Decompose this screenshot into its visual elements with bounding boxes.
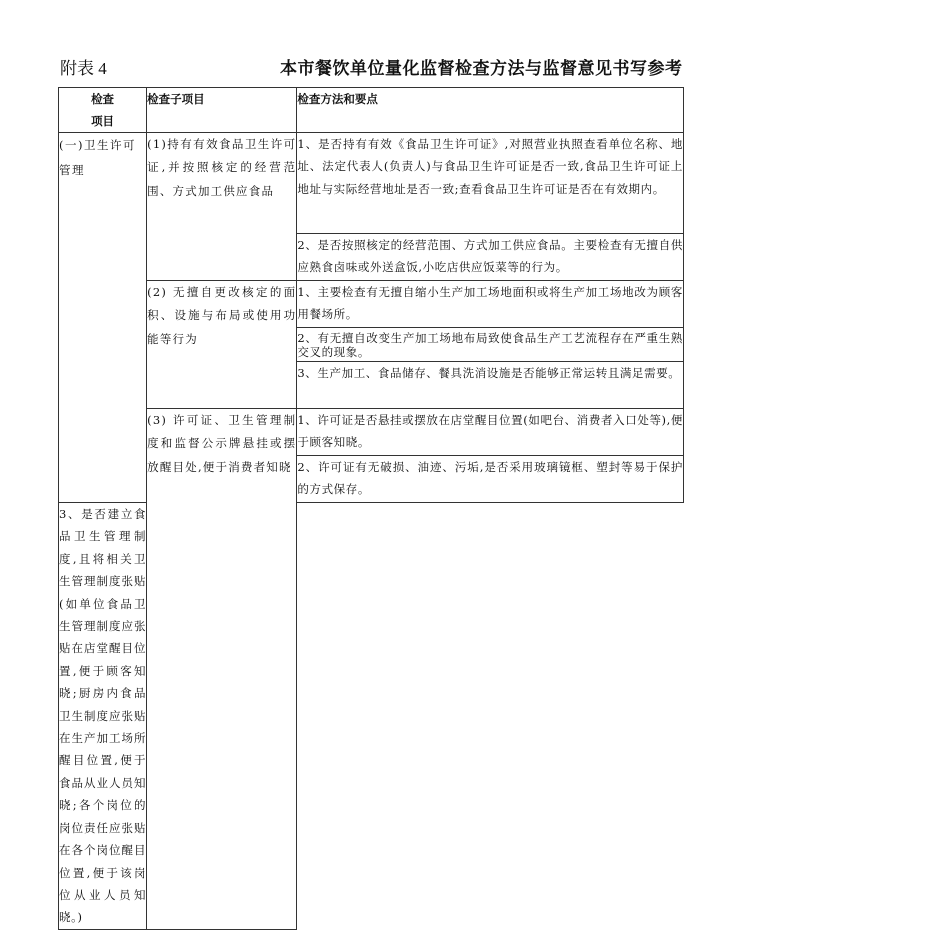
document-title: 本市餐饮单位量化监督检查方法与监督意见书写参考 (280, 59, 683, 79)
header-category (59, 88, 147, 133)
table-row (59, 281, 684, 328)
table-row (59, 133, 684, 234)
method-point: 1、主要检查有无擅自缩小生产加工场地面积或将生产加工场地改为顾客用餐场所。 (297, 281, 684, 328)
method-point: 2、有无擅自改变生产加工场地布局致使食品生产工艺流程存在严重生熟交叉的现象。 (297, 328, 684, 362)
category-cell: (一)卫生许可管理 (59, 133, 147, 503)
header-category-text: 检查 项目 (91, 92, 115, 128)
inspection-table (58, 87, 684, 930)
annex-label: 附表 4 (60, 59, 107, 78)
method-point: 3、生产加工、食品储存、餐具洗消设施是否能够正常运转且满足需要。 (297, 362, 684, 409)
method-point: 1、是否持有有效《食品卫生许可证》,对照营业执照查看单位名称、地址、法定代表人(负责人)与食品卫生许可证是否一致,食品卫生许可证上地址与实际经营地址是否一致;查看食品卫生许可证是否在有效期内。 (297, 133, 684, 234)
method-point: 2、是否按照核定的经营范围、方式加工供应食品。主要检查有无擅自供应熟食卤味或外送盒饭,小吃店供应饭菜等的行为。 (297, 234, 684, 281)
header-sub-item: 检查子项目 (147, 88, 297, 133)
sub-item-cell: (1)持有有效食品卫生许可证,并按照核定的经营范围、方式加工供应食品 (147, 133, 297, 281)
sub-item-cell: (2) 无擅自更改核定的面积、设施与布局或使用功能等行为 (147, 281, 297, 409)
table-header-row (59, 88, 684, 133)
header-method: 检查方法和要点 (297, 88, 684, 133)
method-point: 1、许可证是否悬挂或摆放在店堂醒目位置(如吧台、消费者入口处等),便于顾客知晓。 (297, 409, 684, 456)
table-row (59, 409, 684, 456)
sub-item-cell: (3) 许可证、卫生管理制度和监督公示牌悬挂或摆放醒目处,便于消费者知晓 (147, 409, 297, 930)
method-point: 3、是否建立食品卫生管理制度,且将相关卫生管理制度张贴(如单位食品卫生管理制度应张贴在店堂醒目位置,便于顾客知晓;厨房内食品卫生制度应张贴在生产加工场所醒目位置,便于食品从业人员知晓;各个岗位的岗位责任应张贴在各个岗位醒目位置,便于该岗位从业人员知晓。) (59, 503, 147, 930)
method-point: 2、许可证有无破损、油迹、污垢,是否采用玻璃镜框、塑封等易于保护的方式保存。 (297, 456, 684, 503)
